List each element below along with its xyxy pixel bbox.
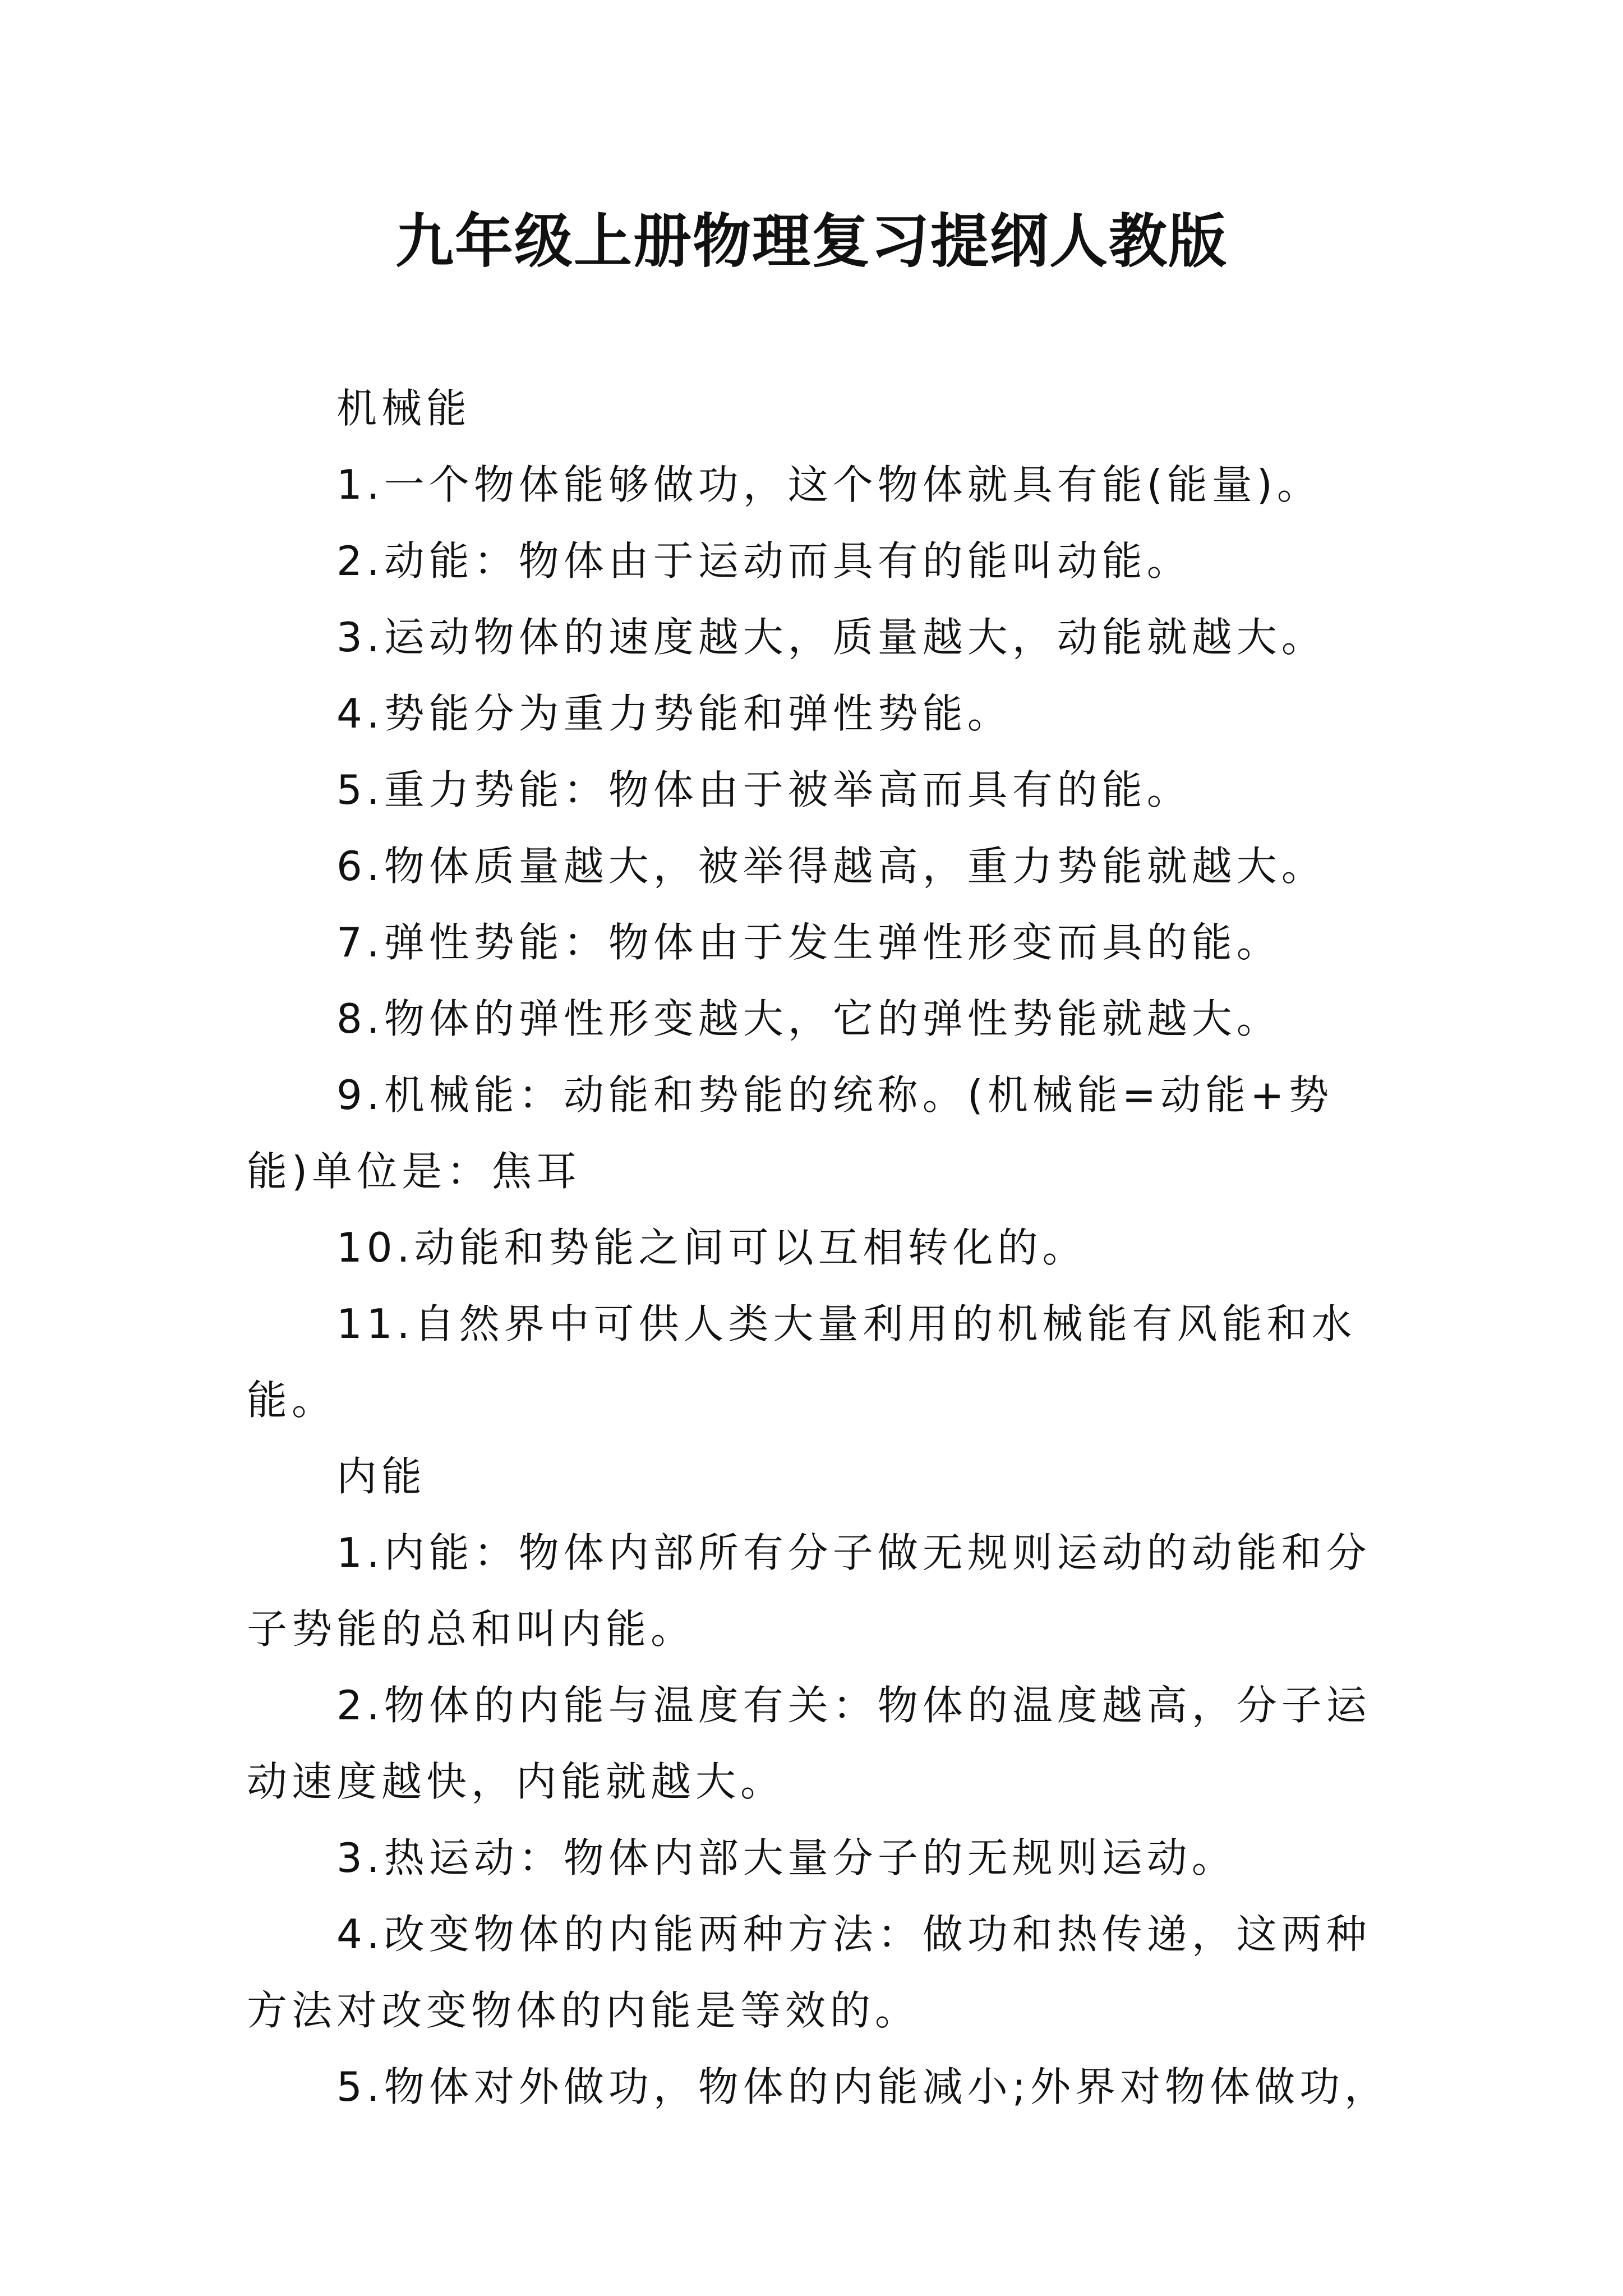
paragraph: 5.物体对外做功，物体的内能减小;外界对物体做功， [336,2063,1389,2110]
paragraph: 2.物体的内能与温度有关：物体的温度越高，分子运动速度越快，内能就越大。 [247,1682,1371,1805]
paragraph: 3.热运动：物体内部大量分子的无规则运动。 [336,1834,1237,1881]
section-heading-internal-energy: 内能 [336,1453,427,1500]
paragraph: 5.重力势能：物体由于被举高而具有的能。 [336,766,1192,813]
document-title: 九年级上册物理复习提纲人教版 [395,206,1228,275]
paragraph: 10.动能和势能之间可以互相转化的。 [336,1224,1087,1271]
section-heading-mechanical-energy: 机械能 [336,385,472,432]
paragraph: 1.一个物体能够做功，这个物体就具有能(能量)。 [336,461,1322,508]
paragraph: 9.机械能：动能和势能的统称。(机械能=动能+势能)单位是：焦耳 [247,1071,1334,1195]
paragraph: 4.改变物体的内能两种方法：做功和热传递，这两种方法对改变物体的内能是等效的。 [247,1911,1371,2034]
paragraph: 6.物体质量越大，被举得越高，重力势能就越大。 [336,843,1326,890]
paragraph: 1.内能：物体内部所有分子做无规则运动的动能和分子势能的总和叫内能。 [247,1529,1371,1653]
paragraph: 2.动能：物体由于运动而具有的能叫动能。 [336,537,1192,585]
paragraph: 7.弹性势能：物体由于发生弹性形变而具的能。 [336,919,1281,966]
paragraph: 3.运动物体的速度越大，质量越大，动能就越大。 [336,614,1326,661]
paragraph: 8.物体的弹性形变越大，它的弹性势能就越大。 [336,995,1281,1042]
document-body [247,370,1391,2125]
paragraph: 11.自然界中可供人类大量利用的机械能有风能和水能。 [247,1300,1357,1424]
paragraph: 4.势能分为重力势能和弹性势能。 [336,690,1012,737]
